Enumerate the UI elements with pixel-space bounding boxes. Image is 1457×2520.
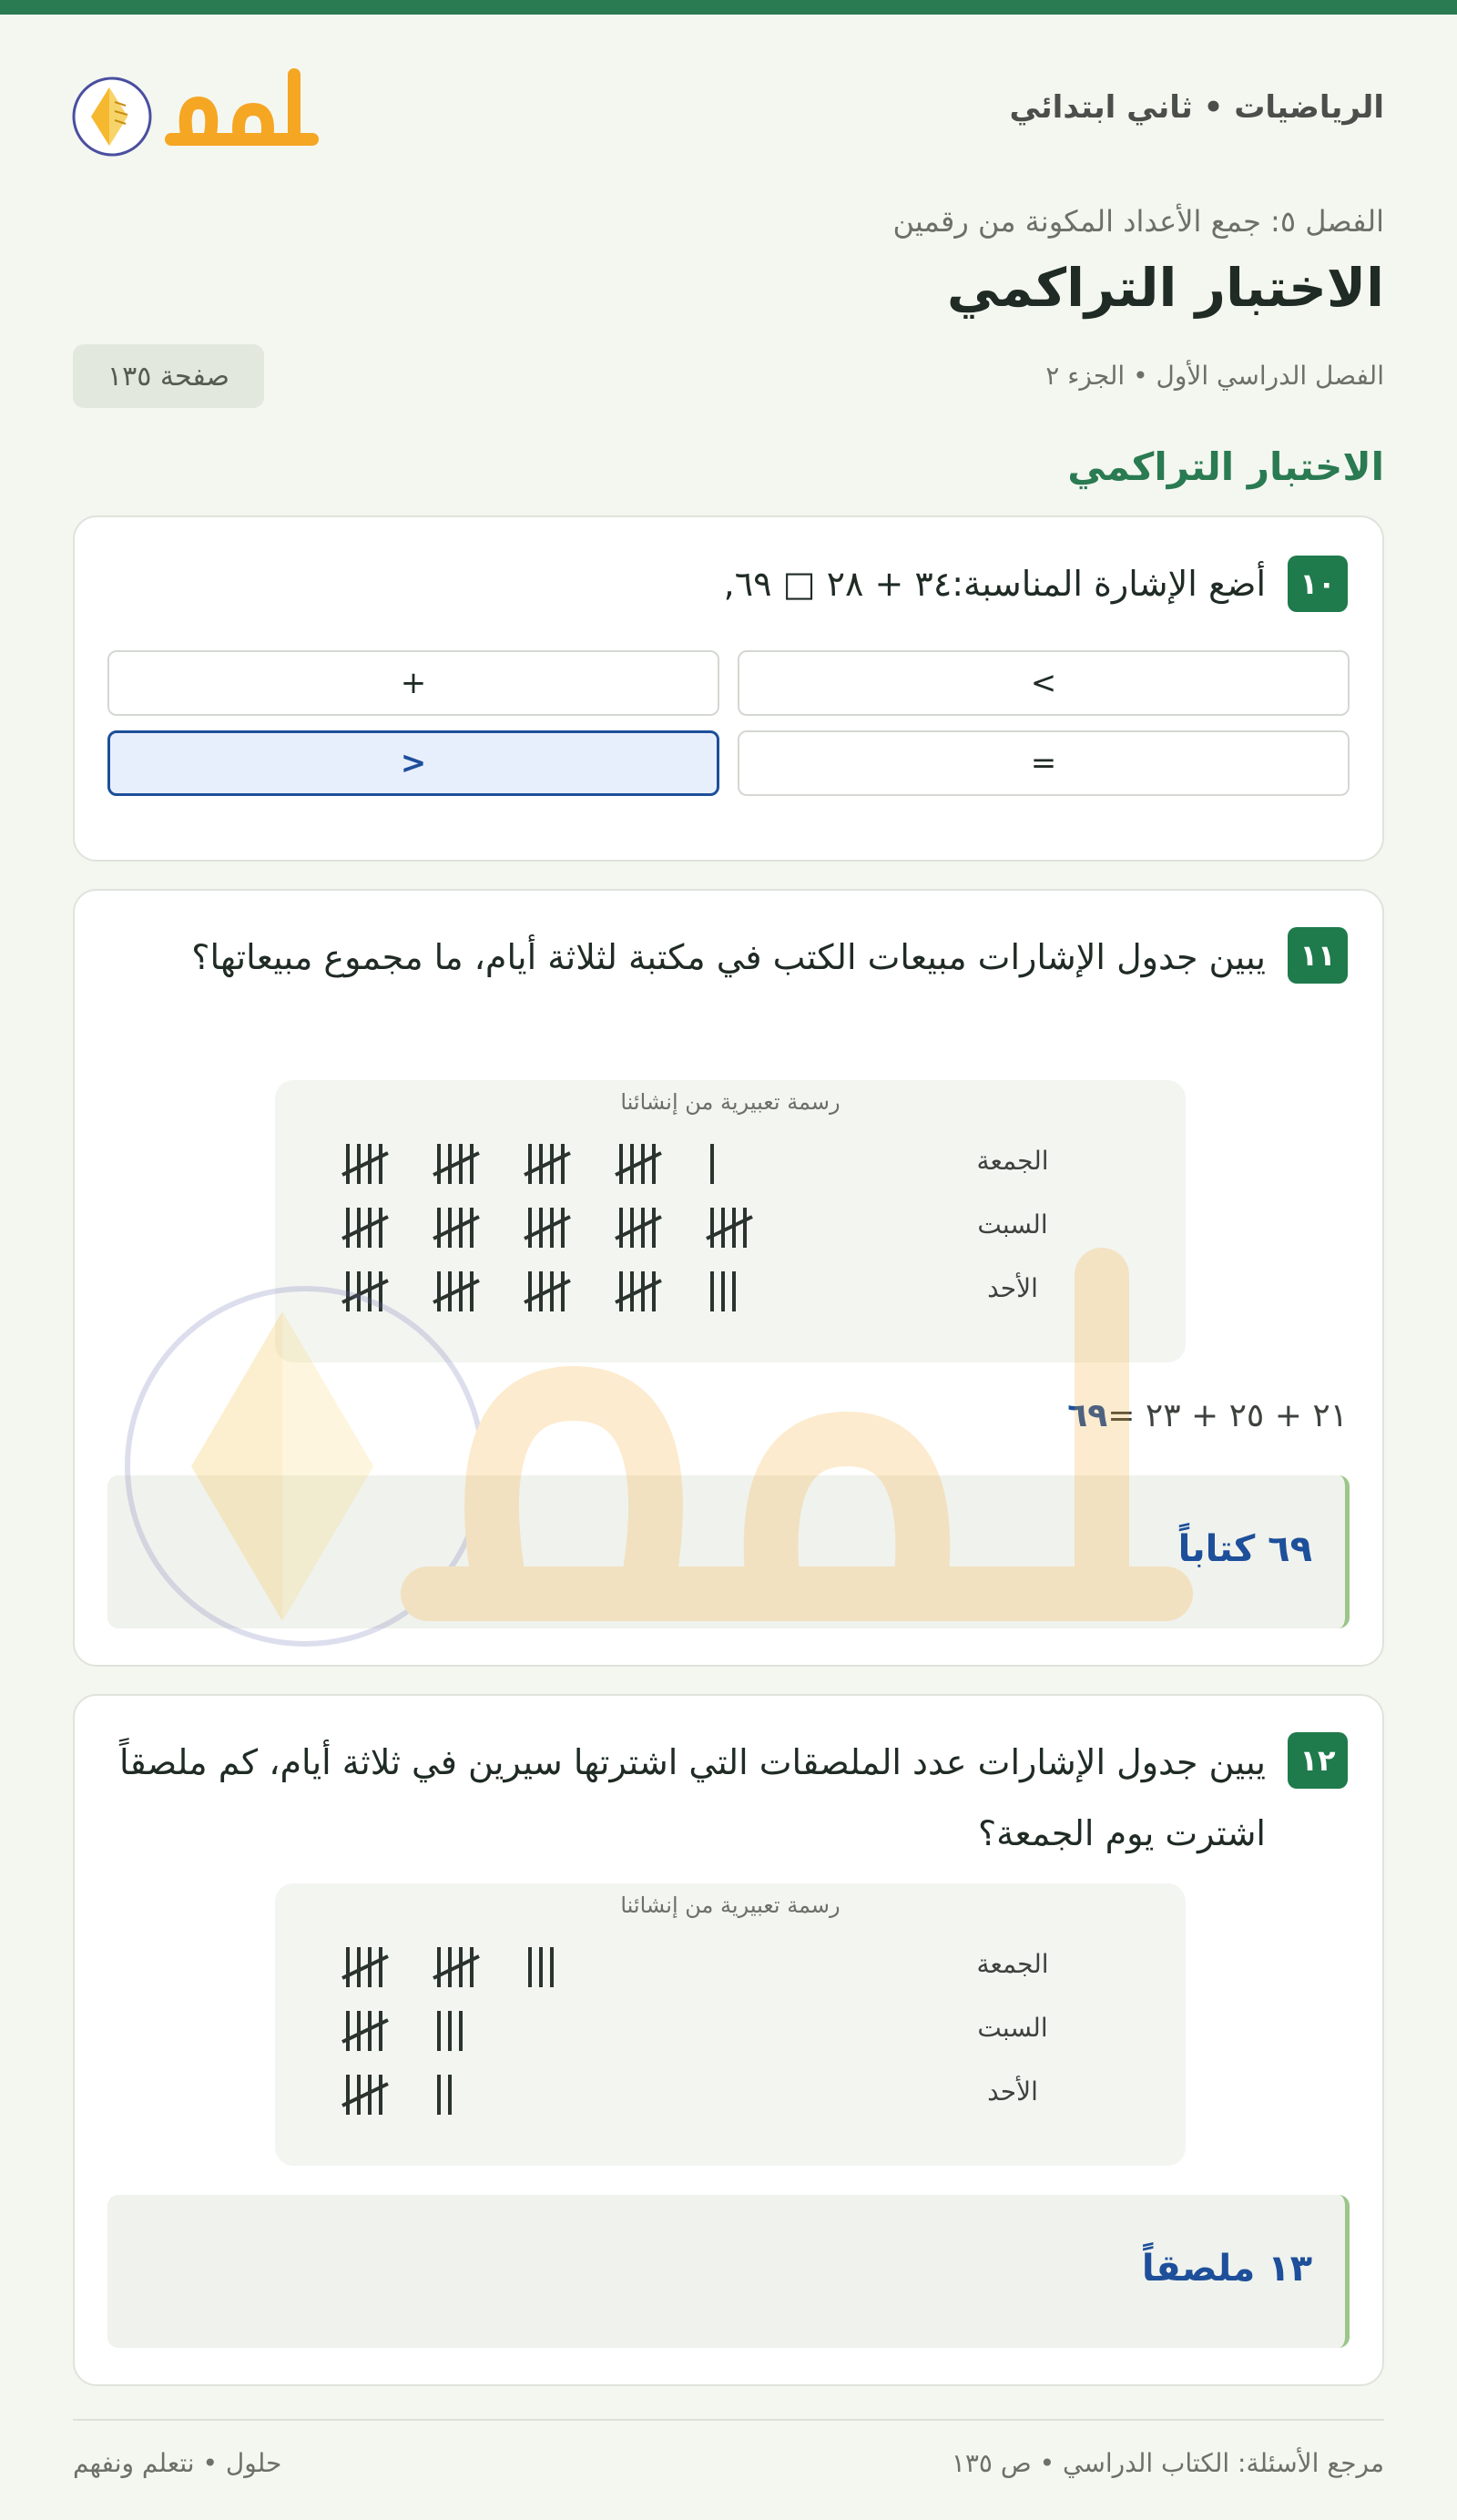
tally-group-of-five bbox=[342, 1144, 388, 1184]
illustration-caption: رسمة تعبيرية من إنشائنا bbox=[620, 1089, 841, 1115]
question-card-12 bbox=[73, 1694, 1384, 2386]
tally-group-of-five bbox=[616, 1208, 661, 1248]
tally-chart bbox=[275, 1883, 1186, 2166]
option-greater-than-selected[interactable]: > bbox=[107, 730, 719, 796]
tally-day-label: السبت bbox=[977, 1209, 1048, 1240]
tally-group-of-five bbox=[525, 1144, 570, 1184]
question-card-11 bbox=[73, 889, 1384, 1667]
page-badge: صفحة ١٣٥ bbox=[73, 344, 264, 408]
option-equal[interactable]: = bbox=[738, 730, 1350, 796]
tally-group-of-five bbox=[342, 1208, 388, 1248]
tally-marks bbox=[339, 1260, 885, 1324]
answer-box bbox=[107, 2195, 1350, 2348]
tally-group-of-five bbox=[342, 2011, 388, 2051]
tally-group-of-five bbox=[342, 1271, 388, 1311]
tally-group-of-five bbox=[616, 1144, 661, 1184]
answer-text: ١٣ ملصقاً bbox=[1141, 2248, 1312, 2290]
option-plus[interactable]: + bbox=[107, 650, 719, 716]
tally-row-sunday bbox=[275, 2064, 1186, 2127]
tally-day-label: الجمعة bbox=[976, 1949, 1049, 1979]
tally-group-of-five bbox=[433, 1144, 479, 1184]
tally-group-of-five bbox=[342, 1947, 388, 1987]
chapter-label: الفصل ٥: جمع الأعداد المكونة من رقمين bbox=[892, 204, 1384, 239]
tally-row-friday bbox=[275, 1133, 1186, 1197]
tally-group-of-five bbox=[525, 1208, 570, 1248]
tally-day-label: الجمعة bbox=[976, 1146, 1049, 1176]
question-number: ١١ bbox=[1288, 927, 1348, 984]
tally-group-of-five bbox=[525, 1271, 570, 1311]
footer-tagline: حلول • نتعلم ونفهم bbox=[73, 2448, 282, 2478]
top-accent-bar bbox=[0, 0, 1457, 15]
tally-group-of-five bbox=[433, 1947, 479, 1987]
question-text: يبين جدول الإشارات عدد الملصقات التي اشترتها سيرين في ثلاثة أيام، كم ملصقاً اشترت يوم الجمعة؟ bbox=[118, 1742, 1266, 1853]
tally-marks bbox=[339, 1197, 885, 1260]
tally-marks bbox=[339, 2064, 885, 2127]
tally-day-label: الأحد bbox=[987, 1273, 1038, 1303]
illustration-caption: رسمة تعبيرية من إنشائنا bbox=[620, 1893, 841, 1918]
answer-text: ٦٩ كتاباً bbox=[1177, 1528, 1312, 1570]
tally-group-of-five bbox=[433, 1208, 479, 1248]
footer-reference: مرجع الأسئلة: الكتاب الدراسي • ص ١٣٥ bbox=[951, 2448, 1384, 2478]
footer-divider bbox=[73, 2419, 1384, 2421]
tally-group-of-five bbox=[433, 1271, 479, 1311]
question-text: أضع الإشارة المناسبة:٣٤ + ٢٨ □ ٦٩, bbox=[723, 564, 1266, 604]
tally-day-label: السبت bbox=[977, 2013, 1048, 2043]
tally-group-of-five bbox=[616, 1271, 661, 1311]
question-number: ١٢ bbox=[1288, 1732, 1348, 1789]
tally-row-friday bbox=[275, 1936, 1186, 2000]
tally-chart bbox=[275, 1080, 1186, 1362]
tally-marks bbox=[339, 1936, 885, 2000]
tally-group-of-five bbox=[342, 2075, 388, 2115]
tally-row-saturday bbox=[275, 1197, 1186, 1260]
subject-label: الرياضيات • ثاني ابتدائي bbox=[1009, 89, 1384, 126]
tally-marks bbox=[339, 2000, 885, 2064]
section-title: الاختبار التراكمي bbox=[1067, 444, 1384, 489]
hulool-logo[interactable] bbox=[71, 62, 326, 162]
page-title: الاختبار التراكمي bbox=[946, 257, 1384, 319]
question-number: ١٠ bbox=[1288, 556, 1348, 612]
question-card-10 bbox=[73, 515, 1384, 862]
answer-box bbox=[107, 1475, 1350, 1628]
tally-marks bbox=[339, 1133, 885, 1197]
option-less-than[interactable]: < bbox=[738, 650, 1350, 716]
logo-icon bbox=[71, 62, 326, 162]
tally-day-label: الأحد bbox=[987, 2076, 1038, 2107]
work-result: ٦٩ bbox=[1067, 1397, 1108, 1434]
work-text: ٢١ + ٢٥ + ٢٣ = bbox=[1107, 1397, 1348, 1434]
tally-row-sunday bbox=[275, 1260, 1186, 1324]
tally-group-of-five bbox=[707, 1208, 752, 1248]
question-text: يبين جدول الإشارات مبيعات الكتب في مكتبة لثلاثة أيام، ما مجموع مبيعاتها؟ bbox=[191, 937, 1266, 977]
term-label: الفصل الدراسي الأول • الجزء ٢ bbox=[1045, 361, 1384, 391]
tally-row-saturday bbox=[275, 2000, 1186, 2064]
work-equation bbox=[1067, 1397, 1348, 1434]
